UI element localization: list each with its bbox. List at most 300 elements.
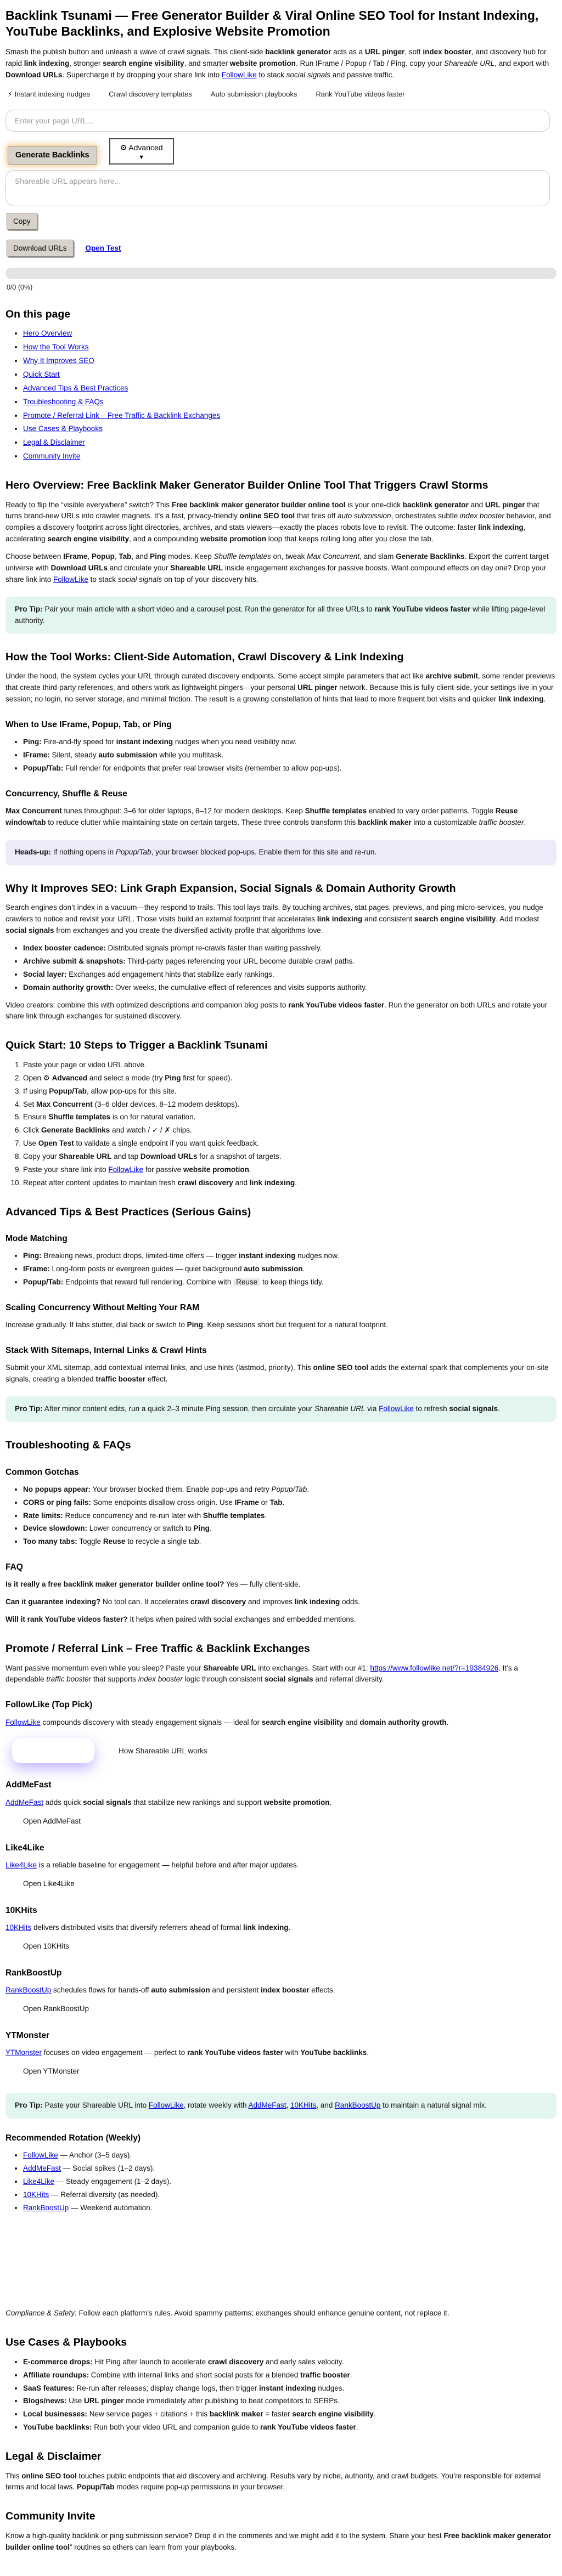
text-run: rank YouTube videos faster — [260, 2423, 356, 2432]
text-run: Shareable URL — [314, 1405, 366, 1413]
text-run: link indexing — [24, 59, 70, 67]
text-run: Toggle — [77, 1537, 103, 1546]
text-run: adds quick — [43, 1798, 83, 1807]
p-block — [5, 1579, 557, 1590]
text-run: Too many tabs: — [23, 1537, 77, 1546]
inline-link[interactable]: 10KHits — [290, 2101, 317, 2109]
text-run: . It’s a dependable — [5, 1663, 518, 1684]
list-item — [23, 943, 557, 954]
text-run: — Social spikes (1–2 days). — [61, 2164, 155, 2172]
text-run: backlink generator — [402, 500, 469, 509]
inline-link[interactable]: AddMeFast — [23, 2164, 61, 2172]
text-run: inside engagement exchanges for passive boosts. Want compound effects on day one? Drop your share link into — [5, 564, 547, 584]
p-block — [5, 1614, 557, 1626]
text-run: Advanced — [52, 1073, 88, 1082]
text-run: Silent, steady — [49, 751, 99, 760]
text-run: , soft — [404, 47, 423, 56]
inline-link[interactable]: RankBoostUp — [5, 1985, 52, 1994]
open-like4like-link[interactable]: Open Like4Like — [23, 1879, 75, 1888]
generate-backlinks-button[interactable]: Generate Backlinks — [8, 146, 97, 165]
heading-scaling-concurrency: Scaling Concurrency Without Melting Your RAM — [5, 1303, 200, 1313]
text-run: to reduce clutter while maintaining state on certain targets. These three controls transform this — [46, 818, 358, 826]
p-block — [5, 1985, 557, 1996]
text-run: Ensure — [23, 1113, 49, 1122]
text-run: Max Concurrent — [307, 552, 360, 561]
text-run: , — [286, 2101, 291, 2109]
text-run: is your one-click — [345, 500, 403, 509]
text-run: , and smarter — [184, 59, 230, 67]
text-run: link indexing — [243, 1923, 289, 1932]
heading-why-it-improves-seo: Why It Improves SEO: Link Graph Expansion, Social Signals & Domain Authority Growth — [5, 882, 456, 894]
heading-faq: FAQ — [5, 1562, 23, 1572]
text-run: No tool can. It accelerates — [100, 1598, 190, 1606]
text-run: , and slam — [359, 552, 396, 561]
text-run: to recycle a single tab. — [125, 1537, 201, 1546]
toc-link[interactable]: Why It Improves SEO — [23, 356, 94, 365]
text-run: Know a high-quality backlink or ping submission service? Drop it in the comments and we might add it to the system. Share your best — [5, 2531, 444, 2540]
text-run: Use — [66, 2397, 85, 2405]
text-run: and — [233, 1179, 250, 1187]
inline-link[interactable]: https://www.followlike.net/?r=19384926 — [370, 1663, 499, 1672]
pro-tip-ping-session — [5, 1396, 557, 1422]
toc-heading: On this page — [5, 308, 71, 320]
toc-list — [5, 328, 557, 462]
text-run: , and — [316, 2101, 335, 2109]
text-run: backlink generator — [265, 47, 331, 56]
text-run: — Referral diversity (as needed). — [49, 2190, 160, 2199]
text-run: . Supercharge it by dropping your share link into — [62, 70, 222, 79]
text-run: URL pinger — [364, 47, 405, 56]
inline-link[interactable]: RankBoostUp — [335, 2101, 381, 2109]
text-run: Distributed signals prompt re-crawls faster than waiting passively. — [105, 943, 322, 952]
text-run: and passive traffic. — [330, 70, 395, 79]
list-item — [23, 1523, 557, 1535]
inline-link[interactable]: YTMonster — [5, 2048, 42, 2057]
text-run: . — [543, 695, 546, 704]
feature-chip: Rank YouTube videos faster — [316, 89, 405, 98]
text-run: Under the hood, the system cycles your URL through curated discovery endpoints. Some accept simple parameters that act like — [5, 672, 426, 681]
text-run: Social layer: — [23, 970, 67, 978]
p-block — [5, 1922, 557, 1934]
text-run: This — [5, 2471, 22, 2480]
text-run: nudges. — [316, 2383, 345, 2392]
text-run: instant indexing — [116, 738, 173, 746]
advanced-dropdown[interactable] — [109, 138, 174, 165]
text-run: Submit your XML sitemap, add contextual internal links, and use hints (lastmod, priority). This — [5, 1363, 313, 1372]
text-run: Ping — [193, 1524, 210, 1533]
text-run: to refresh — [413, 1405, 449, 1413]
copy-button[interactable]: Copy — [7, 213, 37, 230]
text-run: — Steady engagement (1–2 days). — [54, 2177, 172, 2186]
text-run: website promotion — [263, 1798, 330, 1807]
heading-how-the-tool-works: How the Tool Works: Client-Side Automation, Crawl Discovery & Link Indexing — [5, 650, 404, 663]
text-run: odds. — [340, 1598, 361, 1606]
text-run: — Anchor (3–5 days). — [58, 2150, 132, 2159]
text-run: , and discovery hub for rapid — [5, 47, 547, 67]
text-run: URL pinger — [297, 683, 338, 692]
text-run: Popup/Tab — [271, 1485, 307, 1493]
text-run: Ping — [165, 1073, 181, 1082]
text-run: Shuffle templates — [213, 552, 271, 561]
text-run: Max Concurrent — [36, 1100, 93, 1108]
text-run: nudges now. — [295, 1252, 339, 1260]
text-run: . — [288, 1923, 291, 1932]
text-run: , accelerating — [5, 523, 526, 543]
text-run: Popup/Tab — [49, 1086, 87, 1095]
text-run: Set — [23, 1100, 37, 1108]
text-run: effect. — [145, 1375, 168, 1384]
toc-item — [23, 355, 557, 367]
shareable-url-output[interactable] — [5, 170, 550, 206]
text-run: Reuse window/tab — [5, 807, 518, 826]
list-item — [23, 1086, 557, 1097]
toc-item — [23, 328, 557, 339]
empty-embed-space — [5, 2220, 557, 2302]
text-run: rank YouTube videos faster — [374, 605, 471, 613]
text-run: New service pages + citations + this — [87, 2410, 210, 2419]
text-run: instant indexing — [258, 2383, 316, 2392]
text-run: and early sales velocity. — [263, 2357, 344, 2366]
text-run: Max Concurrent — [5, 807, 62, 815]
ul-block — [5, 2357, 557, 2434]
text-run: index booster — [459, 512, 504, 520]
inline-link[interactable]: 10KHits — [23, 2190, 49, 2199]
text-run: , — [114, 552, 119, 561]
text-run: first for speed). — [181, 1073, 233, 1082]
text-run: IFrame: — [23, 1265, 50, 1273]
text-run: adds the external spark that complements your on-site signals, creating a blended — [5, 1363, 549, 1384]
inline-link[interactable]: Like4Like — [23, 2177, 55, 2186]
text-run: URL pinger — [485, 500, 525, 509]
heading-recommended-rotation: Recommended Rotation (Weekly) — [5, 2133, 141, 2143]
download-row — [7, 240, 557, 257]
toc-link[interactable]: Hero Overview — [23, 329, 72, 337]
p-block — [5, 1362, 557, 1385]
inline-link[interactable]: Like4Like — [5, 1860, 37, 1869]
text-run: and — [343, 1718, 360, 1726]
text-run: Device slowdown: — [23, 1524, 88, 1533]
video-thumbnail[interactable] — [12, 1738, 94, 1763]
text-run: ” routines so others can learn from your playbooks. — [70, 2543, 237, 2551]
list-item — [23, 750, 557, 761]
text-run: It helps when paired with social exchanges and embedded mentions. — [127, 1615, 356, 1624]
text-run: , and export with — [494, 59, 549, 67]
text-run: and tap — [111, 1152, 140, 1161]
toc-item — [23, 397, 557, 408]
text-run: Index booster cadence: — [23, 943, 106, 952]
list-item — [23, 1536, 557, 1548]
text-run: Reuse — [233, 1278, 260, 1286]
text-run: CORS or ping fails: — [23, 1498, 91, 1507]
list-item — [23, 2396, 557, 2407]
text-run: Long-form posts or evergreen guides — quiet background — [49, 1265, 244, 1273]
text-run: link indexing — [498, 695, 544, 704]
text-run: Ping: — [23, 738, 42, 746]
text-run: YouTube backlinks: — [23, 2423, 92, 2432]
text-run: . — [524, 818, 526, 826]
text-run: on, tweak — [271, 552, 307, 561]
text-run: backlink maker — [209, 2410, 263, 2419]
text-run: No popups appear: — [23, 1485, 91, 1493]
heads-up-callout — [5, 840, 557, 865]
text-run: Shareable URL — [443, 59, 495, 67]
text-run: . — [446, 1718, 449, 1726]
text-run: . — [350, 2370, 352, 2379]
list-item — [23, 2150, 557, 2161]
text-run: Run both your video URL and companion guide to — [92, 2423, 260, 2432]
text-run: . — [373, 2410, 376, 2419]
text-run: and referral diversity. — [313, 1675, 384, 1684]
p-block — [5, 2308, 557, 2319]
heading-ytmonster: YTMonster — [5, 2030, 50, 2040]
text-run: Over weeks, the cumulative effect of references and visits supports authority. — [113, 983, 367, 992]
list-item — [23, 956, 557, 967]
ul-block — [5, 2150, 557, 2214]
list-item — [23, 1497, 557, 1509]
text-run: Yes — fully client-side. — [224, 1580, 301, 1589]
inline-link[interactable]: AddMeFast — [5, 1798, 44, 1807]
text-run: URL pinger — [84, 2397, 124, 2405]
inline-link[interactable]: FollowLike — [53, 575, 88, 584]
list-item — [23, 1138, 557, 1150]
text-run: auto submission — [244, 1265, 303, 1273]
open-link-row — [5, 1816, 557, 1826]
heading-hero-overview: Hero Overview: Free Backlink Maker Generator Builder Online Tool That Triggers Crawl Storms — [5, 479, 488, 492]
text-run: Affiliate roundups: — [23, 2370, 89, 2379]
list-item — [23, 1073, 557, 1084]
text-run: on top of your discovery hits. — [162, 575, 258, 584]
text-run: social signals — [117, 575, 162, 584]
video-embed — [12, 1738, 557, 1763]
toc-link[interactable]: Advanced Tips & Best Practices — [23, 383, 128, 392]
toc-link[interactable]: Use Cases & Playbooks — [23, 424, 103, 433]
text-run: Domain authority growth: — [23, 983, 114, 992]
text-run: , and a compounding — [129, 535, 200, 543]
progress-counter: 0/0 (0%) — [7, 283, 33, 291]
text-run: from exchanges and you create the diversified activity profile that algorithms love. — [54, 926, 323, 935]
text-run: Download URLs — [5, 70, 63, 79]
text-run: online SEO tool — [239, 512, 295, 520]
text-run: auto submission — [337, 512, 391, 520]
download-urls-button[interactable]: Download URLs — [7, 240, 74, 257]
inline-link[interactable]: FollowLike — [221, 70, 257, 79]
text-run: or — [258, 1498, 270, 1507]
text-run: (3–6 older devices, 8–12 modern desktops). — [92, 1100, 239, 1108]
ul-block — [5, 943, 557, 994]
text-run: auto submission — [98, 751, 158, 760]
text-run: is on for natural variation. — [110, 1113, 196, 1122]
open-rankboostup-link[interactable]: Open RankBoostUp — [23, 2004, 89, 2013]
inline-link[interactable]: FollowLike — [379, 1405, 414, 1413]
text-run: Rate limits: — [23, 1511, 63, 1520]
toc-item — [23, 369, 557, 381]
text-run: via — [365, 1405, 379, 1413]
open-10khits-link[interactable]: Open 10KHits — [23, 1941, 70, 1950]
ul-block — [5, 1250, 557, 1288]
text-run: . — [367, 2048, 369, 2057]
text-run: Archive submit & snapshots: — [23, 956, 126, 965]
heading-addmefast: AddMeFast — [5, 1780, 52, 1790]
text-run: . — [307, 1485, 310, 1493]
list-item — [23, 1250, 557, 1262]
inline-link[interactable]: FollowLike — [148, 2101, 184, 2109]
toc-item — [23, 437, 557, 449]
inline-link[interactable]: FollowLike — [5, 1718, 41, 1726]
toc-link[interactable]: Legal & Disclaimer — [23, 438, 85, 447]
ul-block — [5, 1484, 557, 1548]
text-run: . — [302, 1265, 305, 1273]
toc-link[interactable]: How the Tool Works — [23, 342, 89, 351]
text-run: touches public endpoints that aid discovery and archiving. Results vary by niche, authority, and crawl budgets. You’re responsible for external terms and local laws. — [5, 2471, 541, 2492]
inline-link[interactable]: AddMeFast — [248, 2101, 286, 2109]
text-run: link indexing — [249, 1179, 295, 1187]
text-run: that fires off — [295, 512, 338, 520]
text-run: Free backlink maker generator builder online tool — [171, 500, 346, 509]
text-run: website promotion — [183, 1165, 249, 1174]
text-run: — Weekend automation. — [69, 2203, 153, 2212]
text-run: network. Because this is fully client-side, your settings live in your session; no login, no server storage, and minimal friction. The result is a growing constellation of hints that lead to more frequent bot visits and quicker — [5, 683, 554, 704]
text-run: YouTube backlinks — [300, 2048, 367, 2057]
text-run: Smash the publish button and unleash a wave of crawl signals. This client-side — [5, 47, 266, 56]
ul-block — [5, 737, 557, 774]
pro-tip-rotation — [5, 2093, 557, 2119]
text-run: focuses on video engagement — perfect to — [42, 2048, 187, 2057]
text-run: to keep things tidy. — [260, 1278, 324, 1287]
list-item — [23, 1099, 557, 1111]
text-run: social signals — [265, 1675, 313, 1684]
text-run: mode immediately after publishing to beat competitors to SERPs. — [123, 2397, 340, 2405]
p-block — [5, 1717, 557, 1729]
list-item — [23, 737, 557, 748]
inline-link[interactable]: FollowLike — [108, 1165, 144, 1174]
open-link-row — [5, 2067, 557, 2076]
text-run: Shuffle templates — [203, 1511, 265, 1520]
pro-tip-hero — [5, 597, 557, 634]
url-input[interactable] — [5, 110, 550, 132]
gear-icon: ⚙ — [120, 143, 127, 152]
heading-when-to-use: When to Use IFrame, Popup, Tab, or Ping — [5, 720, 172, 729]
toc-link[interactable]: Troubleshooting & FAQs — [23, 397, 104, 406]
text-run: Is it really a free backlink maker generator builder online tool? — [5, 1580, 224, 1589]
text-run: that supports — [91, 1675, 138, 1684]
text-run: and improves — [246, 1598, 295, 1606]
text-run: Shareable URL — [170, 564, 223, 573]
progress-bar — [5, 268, 557, 279]
text-run: crawl discovery — [207, 2357, 264, 2366]
toc-link[interactable]: Community Invite — [23, 452, 81, 461]
list-item — [23, 1484, 557, 1496]
text-run: traffic booster — [479, 818, 524, 826]
open-test-link[interactable]: Open Test — [85, 244, 121, 252]
text-run: while lifting page-level authority. — [15, 605, 546, 625]
text-run: . — [356, 2423, 358, 2432]
p-block — [5, 2047, 557, 2059]
text-run: Re-run after releases; display change logs, then trigger — [74, 2383, 259, 2392]
p-block — [5, 671, 557, 705]
text-run: , rotate weekly with — [183, 2101, 249, 2109]
text-run: Paste your share link into — [23, 1165, 109, 1174]
inline-link[interactable]: FollowLike — [23, 2150, 58, 2159]
list-item — [23, 2176, 557, 2188]
text-run: with — [283, 2048, 301, 2057]
list-item — [23, 763, 557, 774]
text-run: logic through consistent — [182, 1675, 265, 1684]
video-caption: How Shareable URL works — [119, 1746, 207, 1755]
text-run: Popup/Tab — [115, 847, 151, 856]
list-item — [23, 1112, 557, 1123]
list-item — [23, 1177, 557, 1189]
text-run: search engine visibility — [292, 2410, 374, 2419]
text-run: Compliance & Safety: — [5, 2309, 77, 2318]
text-run: for a snapshot of targets. — [197, 1152, 282, 1161]
toc-link[interactable]: Promote / Referral Link – Free Traffic & Backlink Exchanges — [23, 411, 221, 420]
advanced-label: Advanced — [128, 143, 163, 152]
heading-rankboostup: RankBoostUp — [5, 1968, 62, 1978]
text-run: Combine with internal links and short social posts for a blended — [89, 2370, 300, 2379]
inline-link[interactable]: 10KHits — [5, 1923, 32, 1932]
page-title: Backlink Tsunami — Free Generator Builder & Viral Online SEO Tool for Instant Indexing, YouTube Backlinks, and Explosive Website Promotion — [5, 8, 539, 39]
list-item — [23, 2163, 557, 2175]
open-addmefast-link[interactable]: Open AddMeFast — [23, 1816, 81, 1825]
text-run: , stronger — [69, 59, 103, 67]
text-run: Your browser blocked them. Enable pop-ups and retry — [91, 1485, 272, 1493]
inline-link[interactable]: RankBoostUp — [23, 2203, 69, 2212]
text-run: auto submission — [151, 1985, 210, 1994]
text-run: Reduce concurrency and re-run later with — [63, 1511, 203, 1520]
text-run: into exchanges. Start with our #1: — [256, 1663, 370, 1672]
text-run: Choose between — [5, 552, 64, 561]
text-run: Repeat after content updates to maintain fresh — [23, 1179, 178, 1187]
text-run: . Add modest — [496, 915, 539, 924]
text-run: nudges when you need visibility now. — [173, 738, 297, 746]
toc-link[interactable]: Quick Start — [23, 370, 60, 378]
open-ytmonster-link[interactable]: Open YTMonster — [23, 2067, 80, 2075]
text-run: Will it rank YouTube videos faster? — [5, 1615, 128, 1624]
text-run: and persistent — [210, 1985, 261, 1994]
text-run: Download URLs — [140, 1152, 198, 1161]
list-item — [23, 1060, 557, 1071]
text-run: Ready to flip the “visible everywhere” switch? This — [5, 500, 172, 509]
heading-legal-disclaimer: Legal & Disclaimer — [5, 2450, 102, 2463]
text-run: Free backlink maker generator builder online tool — [5, 2531, 552, 2551]
text-run: Local businesses: — [23, 2410, 88, 2419]
text-run: link indexing — [317, 915, 363, 924]
text-run: tunes throughput: 3–6 for older laptops, 8–12 for modern desktops. Keep — [61, 807, 305, 815]
toc-item — [23, 410, 557, 422]
text-run: IFrame — [234, 1498, 259, 1507]
text-run: Pro Tip: — [15, 605, 43, 613]
heading-10khits: 10KHits — [5, 1905, 37, 1915]
list-item — [23, 969, 557, 981]
text-run: for passive — [143, 1165, 183, 1174]
text-run: IFrame — [63, 552, 88, 561]
p-block — [5, 1596, 557, 1608]
text-run: traffic booster — [46, 1675, 92, 1684]
text-run: , orchestrates subtle — [391, 512, 460, 520]
toc-item — [23, 423, 557, 435]
text-run: If nothing opens in — [51, 847, 116, 856]
p-block — [5, 1663, 557, 1686]
feature-chips — [8, 90, 554, 99]
text-run: Full render for endpoints that prefer real browser visits (remember to allow pop-ups). — [63, 763, 342, 772]
text-run: Reuse — [103, 1537, 126, 1546]
text-run: Generate Backlinks — [41, 1126, 110, 1135]
text-run: Exchanges add engagement hints that stabilize early rankings. — [66, 970, 274, 978]
text-run: . — [295, 1179, 297, 1187]
text-run: , — [87, 552, 92, 561]
text-run: social signals — [286, 70, 331, 79]
text-run: = faster — [263, 2410, 293, 2419]
